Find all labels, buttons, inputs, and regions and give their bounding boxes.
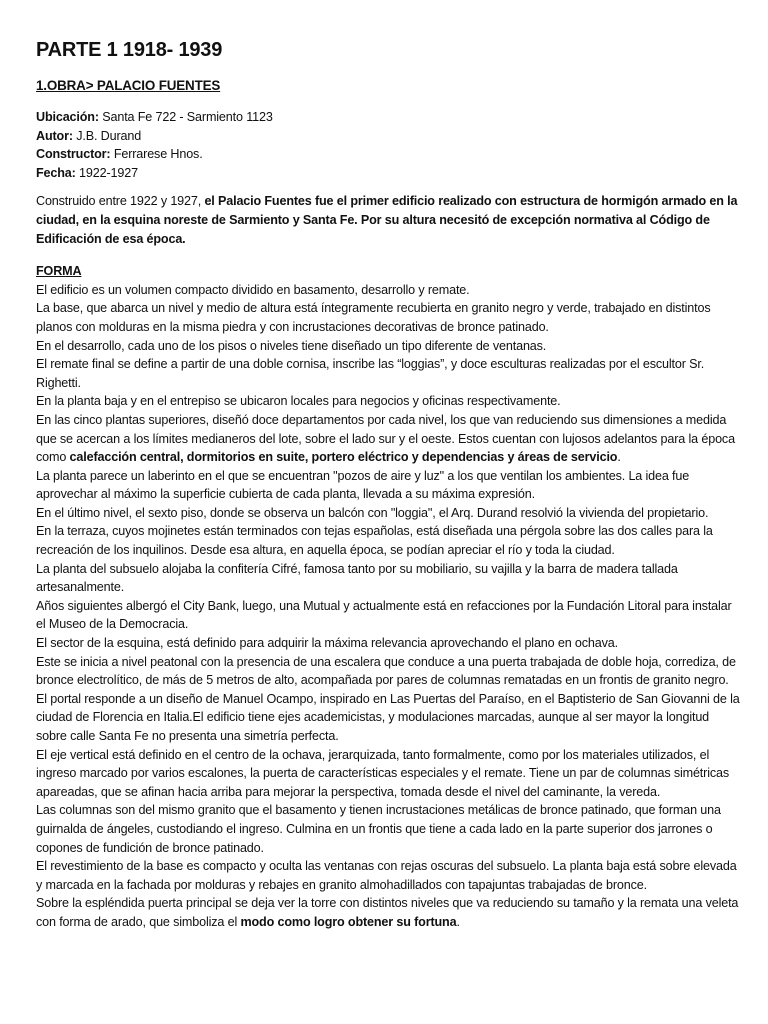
paragraph: En el desarrollo, cada uno de los pisos o niveles tiene diseñado un tipo diferente de ventanas. (36, 338, 547, 353)
paragraph: En el último nivel, el sexto piso, donde se observa un balcón con "loggia", el Arq. Durand resolvió la vivienda del propietario. (36, 505, 709, 520)
paragraph: El revestimiento de la base es compacto y oculta las ventanas con rejas oscuras del subsuelo. La planta baja está sobre elevada y marcada en la fachada por molduras y rebajes en granito almohadillados con tapajuntas trabajadas de bronce. (36, 859, 737, 892)
section-title-forma: FORMA (36, 264, 82, 279)
body-text (36, 281, 742, 932)
intro-paragraph: Construido entre 1922 y 1927, el Palacio Fuentes fue el primer edificio realizado con estructura de hormigón armado en la ciudad, en la esquina noreste de Sarmiento y Santa Fe. Por su altura necesitó de excepción normativa al Código de Edificación de esa época. (36, 194, 738, 246)
paragraph: En la planta baja y en el entrepiso se ubicaron locales para negocios y oficinas respectivamente. (36, 394, 561, 409)
paragraph: La base, que abarca un nivel y medio de altura está íntegramente recubierta en granito negro y verde, trabajado en distintos planos con molduras en la misma piedra y con incrustaciones decorativas de bronce patinado. (36, 301, 711, 334)
detail-location: Ubicación: Santa Fe 722 - Sarmiento 1123 (36, 110, 273, 124)
work-title: 1.OBRA> PALACIO FUENTES (36, 78, 221, 93)
detail-author: Autor: J.B. Durand (36, 128, 142, 143)
paragraph: La planta del subsuelo alojaba la confitería Cifré, famosa tanto por su mobiliario, su vajilla y la barra de madera tallada artesanalmente. (36, 561, 678, 595)
paragraph: Sobre la espléndida puerta principal se deja ver la torre con distintos niveles que va reduciendo su tamaño y la remata una veleta con forma de arado, que simboliza el modo como logro obtener su fortuna. (36, 896, 739, 929)
paragraph: El sector de la esquina, está definido para adquirir la máxima relevancia aprovechando el plano en ochava. (36, 636, 618, 651)
paragraph: Años siguientes albergó el City Bank, luego, una Mutual y actualmente está en refacciones por la Fundación Litoral para instalar el Museo de la Democracia. (36, 598, 732, 632)
page-title: PARTE 1 1918- 1939 (36, 39, 223, 61)
paragraph: El portal responde a un diseño de Manuel Ocampo, inspirado en Las Puertas del Paraíso, en el Baptisterio de San Giovanni de la ciudad de Florencia en Italia.El edificio tiene ejes academicistas, y modulaciones marcadas, aunque al ser mayor la longitud sobre calle Santa Fe no presenta una simetría perfecta. (36, 691, 740, 743)
work-details (36, 108, 742, 182)
paragraph: El remate final se define a partir de una doble cornisa, inscribe las “loggias”, y doce esculturas realizadas por el escultor Sr. Righetti. (36, 357, 705, 390)
paragraph: En la terraza, cuyos mojinetes están terminados con tejas españolas, está diseñada una pérgola sobre las dos calles para la recreación de los inquilinos. Desde esa altura, en aquella época, se podían apreciar el río y toda la ciudad. (36, 524, 713, 558)
paragraph: El edificio es un volumen compacto dividido en basamento, desarrollo y remate. (36, 282, 470, 297)
paragraph: La planta parece un laberinto en el que se encuentran "pozos de aire y luz" a los que ventilan los ambientes. La idea fue aprovechar al máximo la superficie cubierta de cada planta, llevada a su máxima expresión. (36, 468, 690, 502)
detail-date: Fecha: 1922-1927 (36, 165, 138, 180)
detail-builder: Constructor: Ferrarese Hnos. (36, 147, 203, 162)
paragraph: El eje vertical está definido en el centro de la ochava, jerarquizada, tanto formalmente, como por los materiales utilizados, el ingreso marcado por varios escalones, la puerta de características especiales y el remate. Tiene un par de columnas simétricas apareadas, que se afinan hacia arriba para mejorar la perspectiva, tomada desde el nivel del caminante, la vereda. (36, 747, 729, 799)
paragraph: Las columnas son del mismo granito que el basamento y tienen incrustaciones metálicas de bronce patinado, que forman una guirnalda de ángeles, custodiando el ingreso. Culmina en un frontis que tiene a cada lado en la parte superior dos jarrones o copones de fundición de bronce patinado. (36, 803, 721, 855)
paragraph: En las cinco plantas superiores, diseñó doce departamentos por cada nivel, los que van reduciendo sus dimensiones a medida que se acercan a los límites medianeros del lote, sobre el lado sur y el oeste. Estos cuentan con lujosos adelantos para la época como calefacción central, dormitorios en suite, portero eléctrico y dependencias y áreas de servicio. (36, 412, 735, 465)
paragraph: Este se inicia a nivel peatonal con la presencia de una escalera que conduce a una puerta trabajada de doble hoja, corrediza, de bronce electrolítico, de más de 5 metros de alto, acompañada por pares de columnas rematadas en un frontis de granito negro. (36, 654, 736, 688)
